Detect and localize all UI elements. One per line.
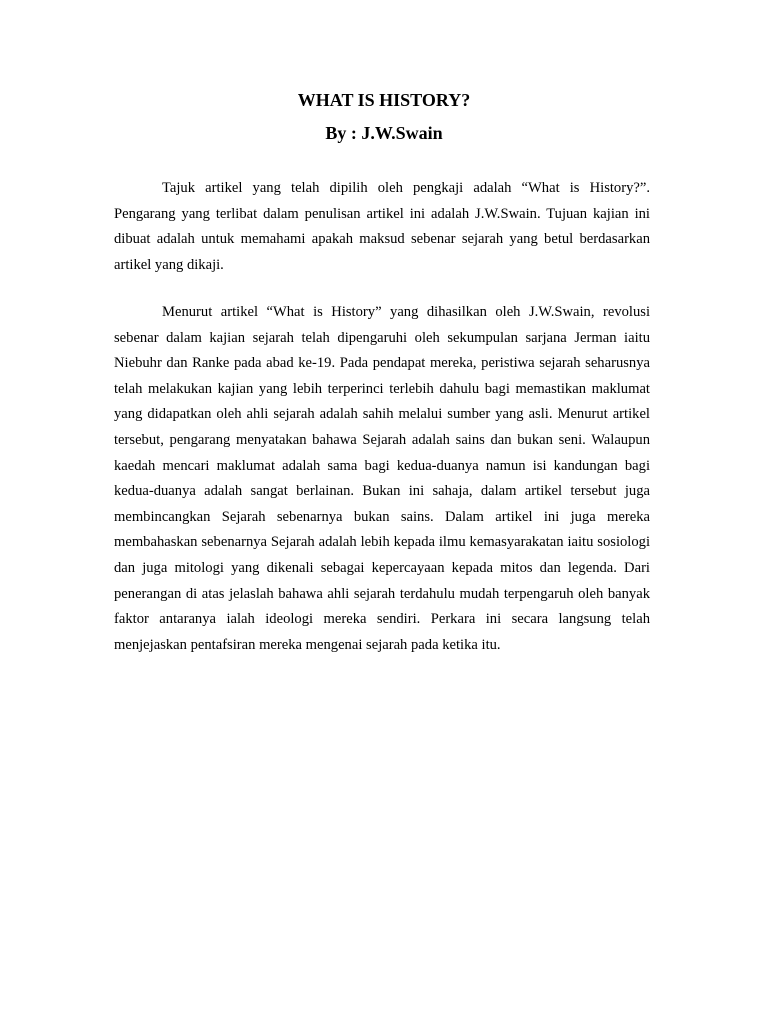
body-paragraph-1: Tajuk artikel yang telah dipilih oleh pengkaji adalah “What is History?”. Pengarang yang terlibat dalam penulisan artikel ini adalah J.W.Swain. Tujuan kajian ini dibuat adalah untuk memahami apakah maksud sebenar sejarah yang betul berdasarkan artikel yang dikaji. <box>114 180 650 273</box>
document-byline: By : J.W.Swain <box>325 123 443 143</box>
document-title: WHAT IS HISTORY? <box>297 90 471 110</box>
body-paragraph-2: Menurut artikel “What is History” yang dihasilkan oleh J.W.Swain, revolusi sebenar dalam kajian sejarah telah dipengaruhi oleh sekumpulan sarjana Jerman iaitu Niebuhr dan Ranke pada abad ke-19. Pada pendapat mereka, peristiwa sejarah seharusnya telah melakukan kajian yang lebih terperinci terlebih dahulu bagi memastikan maklumat yang didapatkan oleh ahli sejarah adalah sahih melalui sumber yang asli. Menurut artikel tersebut, pengarang menyatakan bahawa Sejarah adalah sains dan bukan seni. Walaupun kaedah mencari maklumat adalah sama bagi kedua-duanya namun isi kandungan bagi kedua-duanya adalah sangat berlainan. Bukan ini sahaja, dalam artikel tersebut juga membincangkan Sejarah sebenarnya bukan sains. Dalam artikel ini juga mereka membahaskan sebenarnya Sejarah adalah lebih kepada ilmu kemasyarakatan iaitu sosiologi dan juga mitologi yang dikenali sebagai kepercayaan kepada mitos dan legenda. Dari penerangan di atas jelaslah bahawa ahli sejarah terdahulu mudah terpengaruh oleh banyak faktor antaranya ialah ideologi mereka sendiri. Perkara ini secara langsung telah menjejaskan pentafsiran mereka mengenai sejarah pada ketika itu. <box>114 304 650 653</box>
